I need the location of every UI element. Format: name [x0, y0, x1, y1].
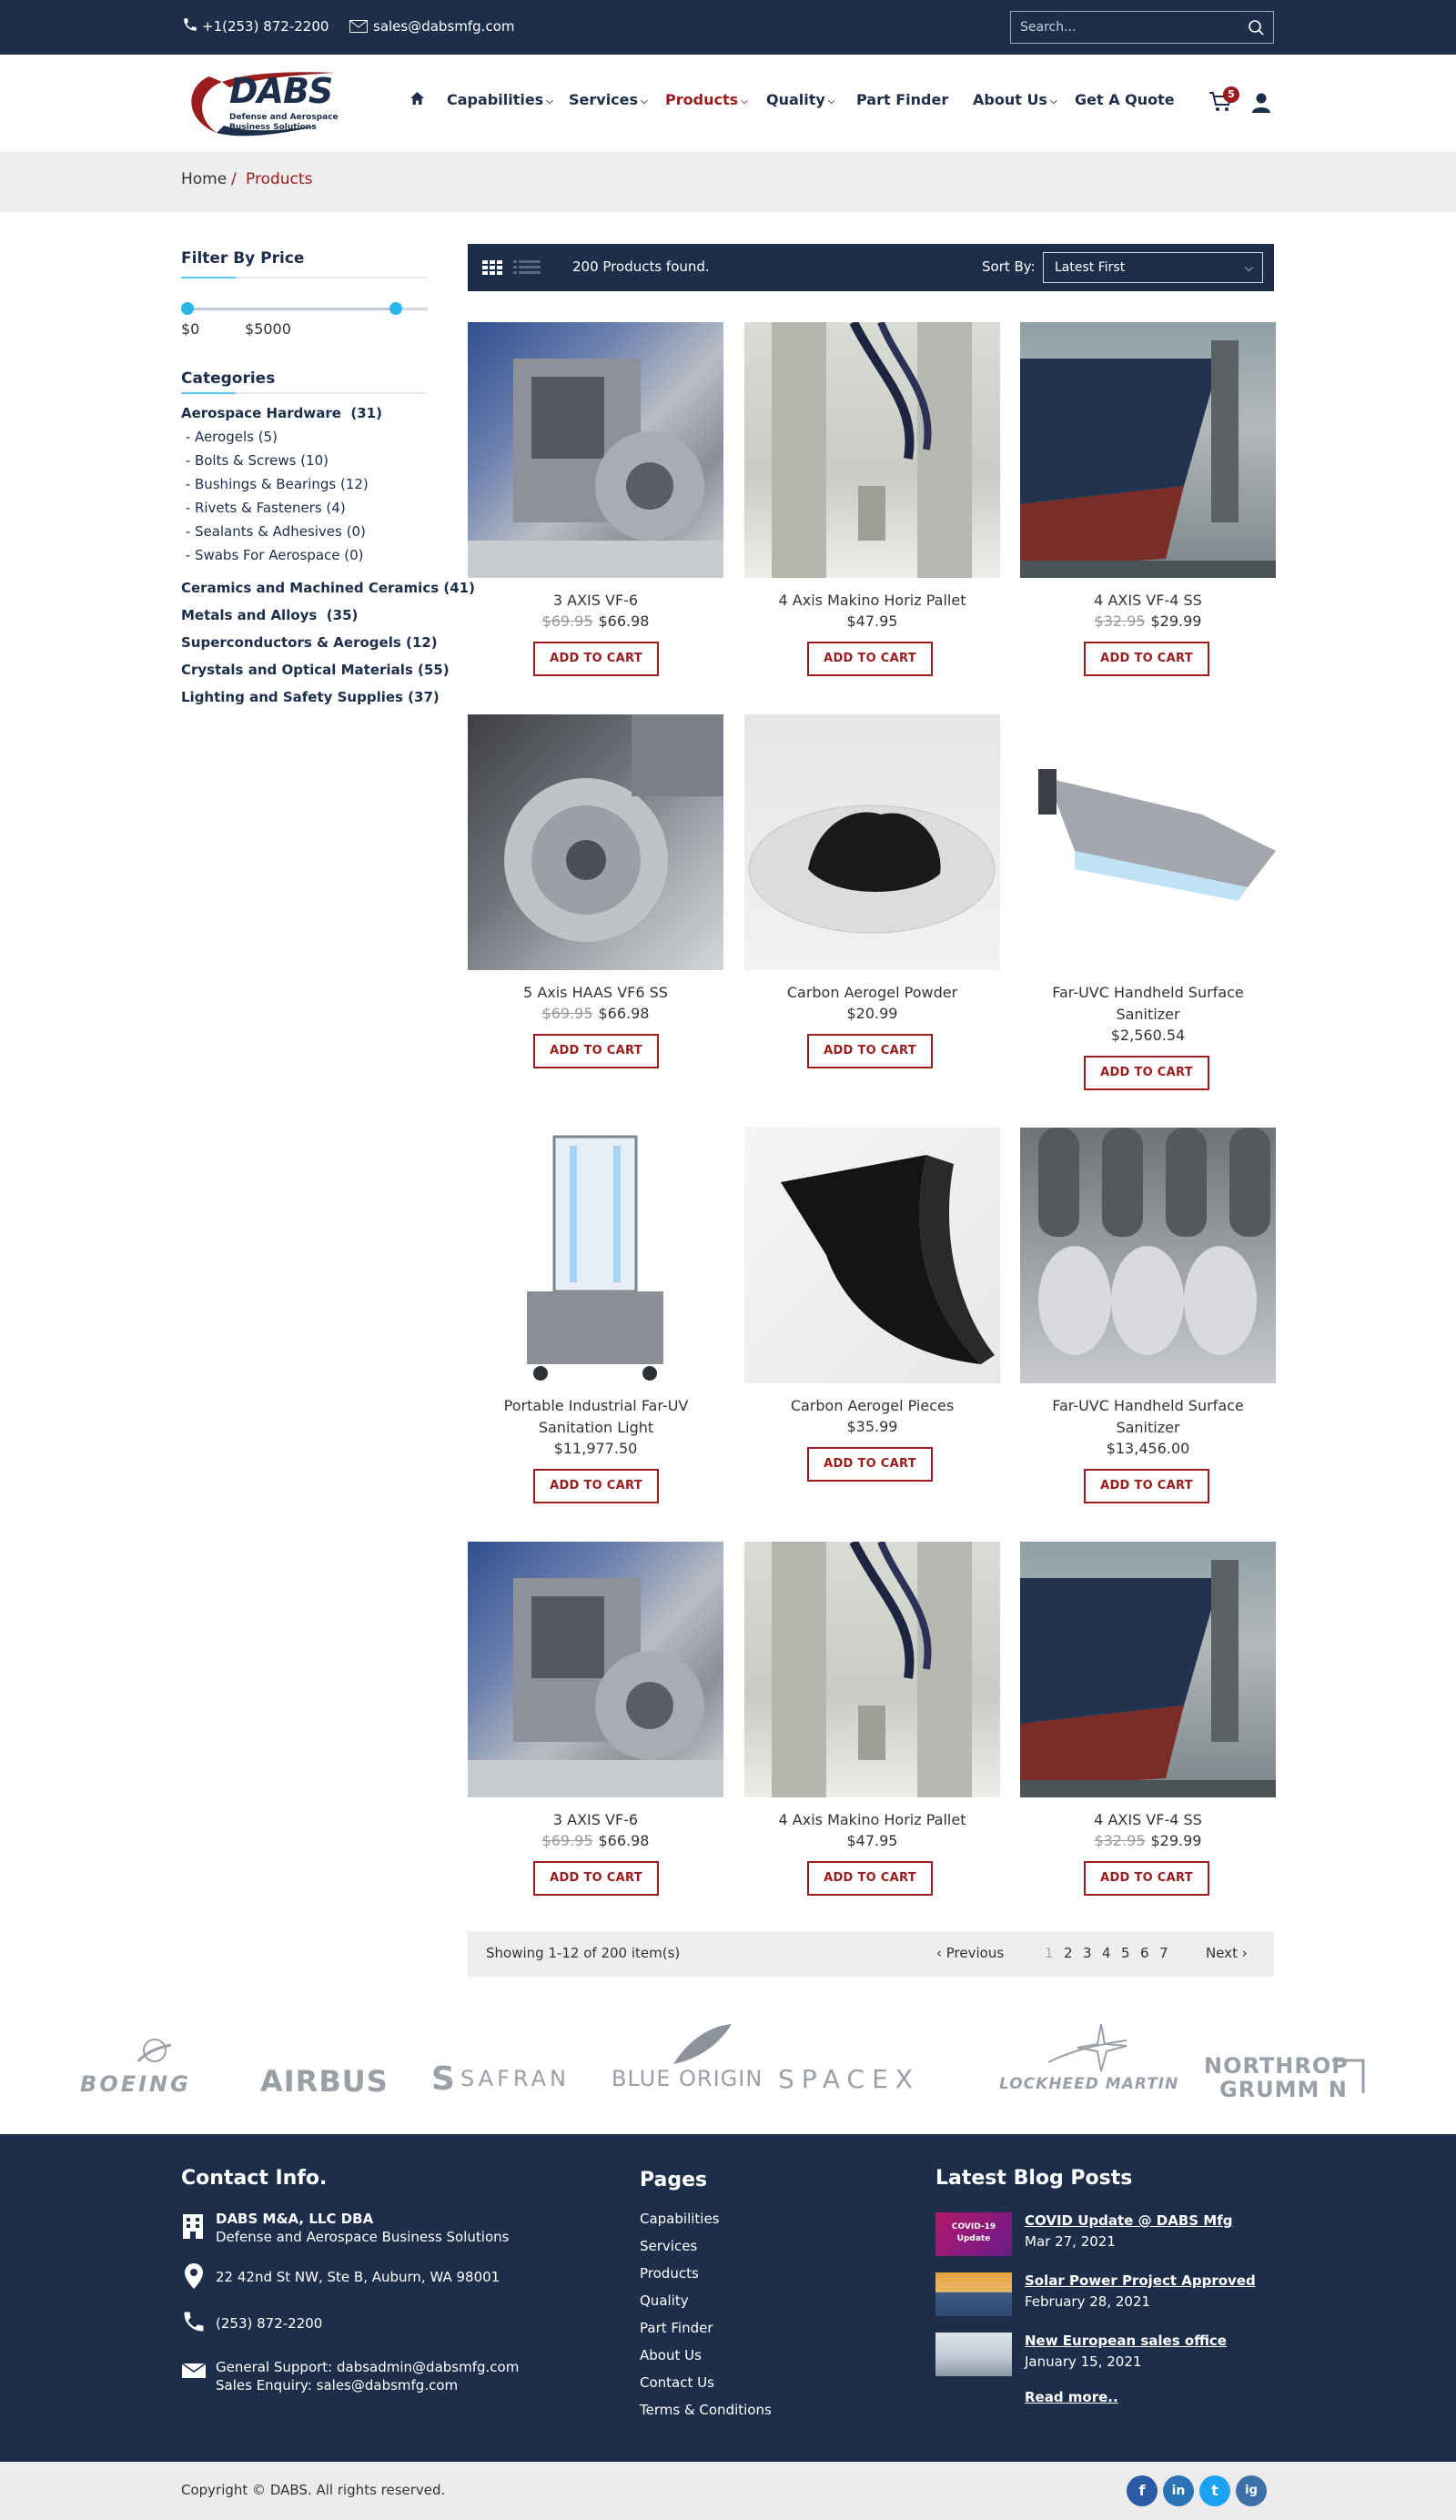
category-item[interactable]: Crystals and Optical Materials (55)	[181, 662, 450, 678]
price-slider-range	[187, 308, 396, 310]
price-min-label: $0	[181, 320, 200, 338]
product-price	[1020, 1439, 1276, 1459]
product-old-price: $32.95	[1094, 612, 1146, 630]
product-price	[468, 1439, 723, 1459]
facebook-icon[interactable]: f	[1127, 2475, 1158, 2506]
category-subitem[interactable]: - Aerogels (5)	[181, 429, 278, 445]
footer-support-email[interactable]: General Support: dabsadmin@dabsmfg.com	[216, 2359, 520, 2375]
breadcrumb-home[interactable]: Home	[181, 170, 228, 188]
logo-tagline-1: Defense and Aerospace	[229, 113, 339, 122]
product-current-price: $11,977.50	[553, 1440, 638, 1457]
product-current-price: $47.95	[846, 1832, 898, 1849]
sort-label: Sort By:	[982, 258, 1036, 275]
partner-logo-safran: SAFRAN	[460, 2066, 570, 2091]
product-image-cnc-machine[interactable]	[468, 1542, 723, 1797]
nav-quality[interactable]	[766, 91, 834, 112]
categories-title: Categories	[181, 369, 276, 388]
blog-post-title[interactable]: New European sales office	[1025, 2333, 1227, 2349]
add-to-cart-button[interactable]: ADD TO CART	[807, 1447, 933, 1482]
top-bar	[0, 0, 1456, 55]
product-price	[744, 1417, 1000, 1437]
add-to-cart-button[interactable]: ADD TO CART	[807, 642, 933, 676]
linkedin-icon[interactable]: in	[1163, 2475, 1194, 2506]
nav-quality-label: Quality	[766, 91, 825, 108]
product-current-price: $66.98	[598, 1005, 650, 1022]
product-current-price: $13,456.00	[1106, 1440, 1190, 1457]
product-name[interactable]: 3 AXIS VF-6	[552, 1811, 639, 1828]
product-count: 200 Products found.	[572, 258, 710, 275]
partner-logo-northrop: NORTHROP	[1204, 2053, 1349, 2079]
location-pin-icon	[184, 2262, 204, 2293]
pagination-page-2[interactable]: 2	[1064, 1945, 1073, 1961]
chevron-down-icon: ⌵	[546, 96, 553, 106]
mail-icon	[181, 2363, 207, 2383]
breadcrumb-current: Products	[246, 170, 313, 188]
nav-get-a-quote[interactable]	[1075, 91, 1175, 109]
chevron-down-icon: ⌵	[1244, 261, 1253, 274]
product-current-price: $66.98	[598, 1832, 650, 1849]
blog-post-date: Mar 27, 2021	[1025, 2233, 1116, 2250]
nav-part-finder[interactable]	[856, 91, 948, 109]
footer-link-services[interactable]: Services	[640, 2238, 698, 2254]
product-name[interactable]: 4 Axis Makino Horiz Pallet	[778, 592, 966, 609]
product-price	[1020, 1831, 1276, 1851]
building-icon	[181, 2212, 205, 2243]
twitter-icon[interactable]: t	[1199, 2475, 1230, 2506]
product-image-carbon-pieces[interactable]	[744, 1128, 1000, 1383]
sort-select-value: Latest First	[1055, 260, 1126, 275]
category-subitem[interactable]: - Bolts & Screws (10)	[181, 452, 329, 469]
product-image-ship-hull[interactable]	[1020, 322, 1276, 578]
product-image-uv-tower[interactable]	[468, 1128, 723, 1383]
pagination-page-4[interactable]: 4	[1102, 1945, 1111, 1961]
product-current-price: $29.99	[1150, 612, 1202, 630]
blog-thumb-covid[interactable]	[935, 2212, 1012, 2256]
product-name[interactable]: 4 Axis Makino Horiz Pallet	[778, 1811, 966, 1828]
product-current-price: $66.98	[598, 612, 650, 630]
product-old-price: $32.95	[1094, 1832, 1146, 1849]
chevron-down-icon: ⌵	[827, 96, 835, 106]
category-item[interactable]: Lighting and Safety Supplies (37)	[181, 689, 440, 705]
product-image-pallet-system[interactable]	[744, 1542, 1000, 1797]
footer-link-capabilities[interactable]: Capabilities	[640, 2211, 720, 2227]
blog-post-title[interactable]: COVID Update @ DABS Mfg	[1025, 2212, 1233, 2229]
footer-blog-title: Latest Blog Posts	[935, 2167, 1133, 2190]
mail-icon	[349, 19, 368, 36]
product-price	[744, 1004, 1000, 1024]
search-input[interactable]	[1011, 12, 1239, 43]
product-name[interactable]: 3 AXIS VF-6	[552, 592, 639, 609]
pagination-page-6[interactable]: 6	[1140, 1945, 1149, 1961]
footer-sales-email[interactable]: Sales Enquiry: sales@dabsmfg.com	[216, 2377, 459, 2393]
product-image-haas-fixture[interactable]	[468, 714, 723, 970]
add-to-cart-button[interactable]: ADD TO CART	[807, 1034, 933, 1068]
phone-icon	[181, 2309, 207, 2338]
feather-icon	[670, 2022, 733, 2070]
pagination-page-1[interactable]: 1	[1045, 1945, 1054, 1961]
category-subitem[interactable]: - Bushings & Bearings (12)	[181, 476, 369, 492]
partner-logo-lockheed-martin: LOCKHEED MARTIN	[999, 2075, 1179, 2093]
product-current-price: $20.99	[846, 1005, 898, 1022]
blog-thumb-covid-text: COVID-19 Update	[951, 2222, 996, 2243]
nav-products[interactable]	[665, 91, 748, 112]
product-price	[744, 612, 1000, 632]
chevron-down-icon: ⌵	[641, 96, 648, 106]
safran-icon: S	[431, 2060, 455, 2098]
northrop-bracket-icon	[1330, 2059, 1365, 2099]
category-subitem[interactable]: - Rivets & Fasteners (4)	[181, 500, 346, 516]
add-to-cart-button[interactable]: ADD TO CART	[807, 1861, 933, 1896]
nav-capabilities[interactable]	[447, 91, 553, 112]
logo-tagline-2: Business Solutions	[229, 123, 317, 132]
footer-company-sub: Defense and Aerospace Business Solutions	[216, 2229, 510, 2245]
site-logo[interactable]	[182, 66, 339, 142]
product-name[interactable]: 5 Axis HAAS VF6 SS	[523, 984, 668, 1001]
product-price	[468, 1831, 723, 1851]
blog-read-more[interactable]: Read more..	[1025, 2389, 1118, 2405]
product-price	[1020, 1026, 1276, 1046]
footer-link-about-us[interactable]: About Us	[640, 2347, 702, 2363]
copyright-text: Copyright © DABS. All rights reserved.	[181, 2482, 446, 2498]
product-image-pallet-system[interactable]	[744, 322, 1000, 578]
grid-view-icon[interactable]	[482, 260, 502, 278]
product-name[interactable]: Carbon Aerogel Powder	[786, 984, 958, 1001]
search-box	[1010, 11, 1274, 44]
blog-post-title[interactable]: Solar Power Project Approved	[1025, 2272, 1256, 2289]
footer-phone[interactable]: (253) 872-2200	[216, 2315, 323, 2332]
price-slider-min-handle[interactable]	[181, 302, 194, 315]
partner-logo-spacex: SPACEX	[778, 2064, 920, 2094]
nav-part-finder-label: Part Finder	[856, 91, 949, 108]
sort-select[interactable]	[1043, 252, 1263, 283]
add-to-cart-button[interactable]: ADD TO CART	[533, 642, 659, 676]
footer	[0, 2134, 1456, 2462]
product-name[interactable]: 4 AXIS VF-4 SS	[1094, 592, 1202, 609]
pagination-prev[interactable]: ‹ Previous	[936, 1945, 1005, 1961]
footer-link-products[interactable]: Products	[640, 2265, 699, 2282]
add-to-cart-button[interactable]: ADD TO CART	[1084, 1861, 1209, 1896]
pagination-page-3[interactable]: 3	[1083, 1945, 1092, 1961]
price-slider-max-handle[interactable]	[389, 302, 402, 315]
add-to-cart-button[interactable]: ADD TO CART	[1084, 642, 1209, 676]
partner-logo-blue-origin: BLUE ORIGIN	[612, 2066, 763, 2091]
copyright-bar	[0, 2462, 1456, 2520]
category-item[interactable]: Superconductors & Aerogels (12)	[181, 634, 438, 651]
nav-get-a-quote-label: Get A Quote	[1075, 91, 1175, 108]
product-old-price: $69.95	[541, 1005, 593, 1022]
pagination-page-7[interactable]: 7	[1159, 1945, 1168, 1961]
partner-logo-airbus: AIRBUS	[260, 2064, 389, 2099]
pagination-next[interactable]: Next ›	[1206, 1945, 1248, 1961]
product-current-price: $35.99	[846, 1418, 898, 1435]
phone-icon	[182, 16, 198, 36]
add-to-cart-button[interactable]: ADD TO CART	[1084, 1056, 1209, 1090]
footer-company: DABS M&A, LLC DBA	[216, 2211, 374, 2227]
lockheed-star-icon	[1046, 2022, 1128, 2077]
footer-link-contact-us[interactable]: Contact Us	[640, 2374, 714, 2391]
product-price	[468, 1004, 723, 1024]
product-current-price: $2,560.54	[1110, 1027, 1186, 1044]
blog-thumb-office[interactable]	[935, 2333, 1012, 2376]
nav-products-label: Products	[665, 91, 739, 108]
home-icon[interactable]	[410, 91, 425, 109]
pagination	[468, 1931, 1274, 1977]
add-to-cart-button[interactable]: ADD TO CART	[533, 1469, 659, 1503]
partner-logo-boeing: BOEING	[80, 2071, 191, 2097]
nav-about-us-label: About Us	[973, 91, 1047, 108]
product-image-metal-clevis[interactable]	[1020, 1128, 1276, 1383]
nav-capabilities-label: Capabilities	[447, 91, 544, 108]
boeing-icon	[136, 2036, 173, 2072]
footer-link-part-finder[interactable]: Part Finder	[640, 2320, 713, 2336]
pagination-page-5[interactable]: 5	[1121, 1945, 1130, 1961]
add-to-cart-button[interactable]: ADD TO CART	[1084, 1469, 1209, 1503]
category-item[interactable]: Metals and Alloys (35)	[181, 607, 359, 623]
product-image-uvc-sanitizer[interactable]	[1020, 714, 1276, 970]
cart-count-badge: 5	[1223, 86, 1239, 103]
product-name[interactable]: Far-UVC Handheld Surface Sanitizer	[1052, 1397, 1244, 1436]
product-name[interactable]: Portable Industrial Far-UV Sanitation Light	[503, 1397, 689, 1436]
product-old-price: $69.95	[541, 612, 593, 630]
product-old-price: $69.95	[541, 1832, 593, 1849]
product-price	[468, 612, 723, 632]
product-image-ship-hull[interactable]	[1020, 1542, 1276, 1797]
breadcrumb	[0, 152, 1456, 212]
category-item[interactable]: Ceramics and Machined Ceramics (41)	[181, 580, 475, 596]
add-to-cart-button[interactable]: ADD TO CART	[533, 1861, 659, 1896]
instagram-icon[interactable]: ig	[1236, 2475, 1267, 2506]
chevron-down-icon: ⌵	[1049, 96, 1057, 106]
footer-contact-title: Contact Info.	[181, 2167, 328, 2190]
blog-thumb-solar[interactable]	[935, 2272, 1012, 2316]
blog-post-date: February 28, 2021	[1025, 2293, 1151, 2310]
nav-services-label: Services	[569, 91, 639, 108]
categories-title-underline	[181, 392, 427, 394]
footer-link-quality[interactable]: Quality	[640, 2292, 689, 2309]
product-price	[1020, 612, 1276, 632]
product-name[interactable]: Far-UVC Handheld Surface Sanitizer	[1052, 984, 1244, 1023]
footer-link-terms[interactable]: Terms & Conditions	[640, 2402, 772, 2418]
topbar-phone[interactable]: +1(253) 872-2200	[202, 18, 329, 35]
category-item[interactable]: Aerospace Hardware (31)	[181, 405, 382, 421]
footer-address: 22 42nd St NW, Ste B, Auburn, WA 98001	[216, 2269, 500, 2285]
list-view-icon[interactable]	[513, 260, 541, 278]
search-icon[interactable]	[1248, 19, 1264, 39]
product-current-price: $29.99	[1150, 1832, 1202, 1849]
product-price	[744, 1831, 1000, 1851]
blog-post-date: January 15, 2021	[1025, 2353, 1142, 2370]
add-to-cart-button[interactable]: ADD TO CART	[533, 1034, 659, 1068]
category-subitem[interactable]: - Swabs For Aerospace (0)	[181, 547, 364, 563]
chevron-down-icon: ⌵	[741, 96, 748, 106]
product-image-cnc-machine[interactable]	[468, 322, 723, 578]
filter-title: Filter By Price	[181, 249, 305, 268]
product-name[interactable]: 4 AXIS VF-4 SS	[1094, 1811, 1202, 1828]
product-current-price: $47.95	[846, 612, 898, 630]
pagination-summary: Showing 1-12 of 200 item(s)	[486, 1945, 681, 1961]
product-name[interactable]: Carbon Aerogel Pieces	[790, 1397, 955, 1414]
price-max-label: $5000	[245, 320, 291, 338]
user-icon[interactable]	[1251, 92, 1271, 117]
topbar-email[interactable]: sales@dabsmfg.com	[373, 18, 515, 35]
breadcrumb-separator: /	[231, 170, 237, 188]
product-image-carbon-powder[interactable]	[744, 714, 1000, 970]
logo-title: DABS	[229, 71, 333, 111]
product-toolbar	[468, 244, 1274, 291]
nav-services[interactable]	[569, 91, 648, 112]
footer-pages-title: Pages	[640, 2169, 708, 2191]
nav-about-us[interactable]	[973, 91, 1057, 112]
filter-title-underline	[181, 277, 427, 278]
category-subitem[interactable]: - Sealants & Adhesives (0)	[181, 523, 366, 540]
partner-logo-grumman: GRUMM N	[1219, 2077, 1348, 2102]
